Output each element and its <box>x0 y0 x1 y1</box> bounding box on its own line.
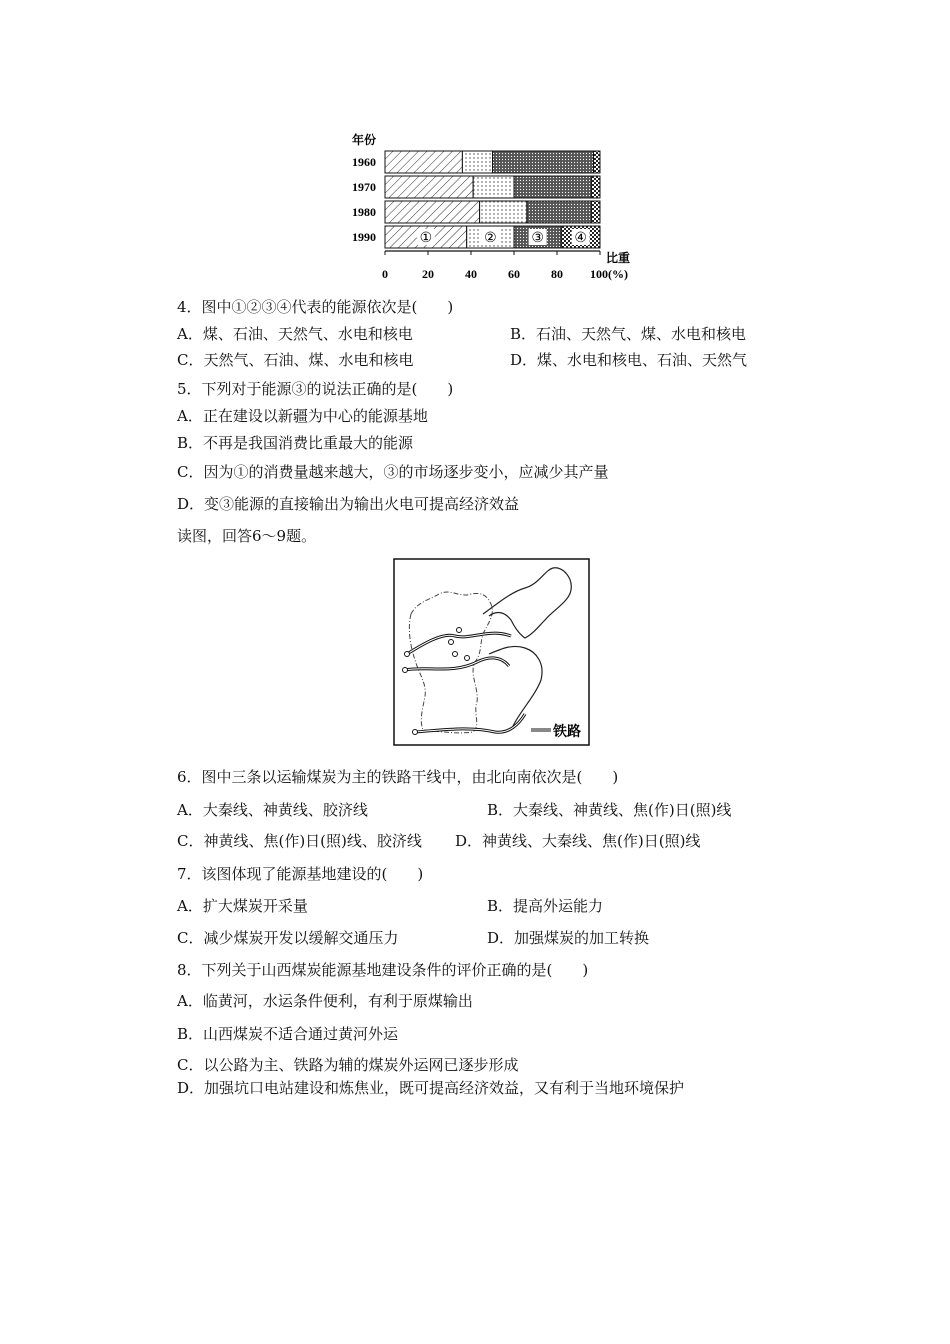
series-label: ④ <box>574 230 587 246</box>
option-7c: C．减少煤炭开发以缓解交通压力 <box>177 929 399 947</box>
option-5d: D．变③能源的直接输出为输出火电可提高经济效益 <box>177 495 520 513</box>
coastline <box>483 568 571 638</box>
option-4c: C．天然气、石油、煤、水电和核电 <box>177 351 414 369</box>
series-label: ② <box>484 230 497 246</box>
option-4b: B．石油、天然气、煤、水电和核电 <box>510 325 747 343</box>
energy-structure-chart <box>348 128 668 284</box>
option-7d: D．加强煤炭的加工转换 <box>487 929 650 947</box>
instruction: 读图，回答6～9题。 <box>177 527 317 545</box>
city-dot <box>453 652 458 657</box>
city-dot <box>465 656 470 661</box>
y-axis-label: 年份 <box>352 133 377 147</box>
x-tick-label: 100(%) <box>590 267 628 281</box>
bar-segment <box>385 151 462 173</box>
x-tick-label: 40 <box>465 267 477 281</box>
question-5: 5．下列对于能源③的说法正确的是( ) <box>177 380 454 398</box>
option-6a: A．大秦线、神黄线、胶济线 <box>177 801 368 819</box>
bar-segment <box>594 151 600 173</box>
option-5c: C．因为①的消费量越来越大，③的市场逐步变小，应减少其产量 <box>177 463 609 481</box>
question-6: 6．图中三条以运输煤炭为主的铁路干线中，由北向南依次是( ) <box>177 768 619 786</box>
category-label: 1960 <box>352 155 376 169</box>
option-5a: A．正在建设以新疆为中心的能源基地 <box>177 407 428 425</box>
bar-segment <box>591 176 600 198</box>
bar-segment <box>514 176 591 198</box>
x-tick-label: 80 <box>551 267 563 281</box>
railway-endpoint <box>413 730 418 735</box>
province-boundary <box>409 592 492 733</box>
option-8c: C．以公路为主、铁路为辅的煤炭外运网已逐步形成 <box>177 1056 519 1074</box>
city-dot <box>449 640 454 645</box>
x-axis-label: 比重 <box>606 251 631 265</box>
category-label: 1970 <box>352 180 376 194</box>
option-7b: B．提高外运能力 <box>487 897 604 915</box>
question-4: 4．图中①②③④代表的能源依次是( ) <box>177 298 454 316</box>
map-frame <box>394 559 589 745</box>
category-label: 1990 <box>352 230 376 244</box>
series-label: ③ <box>531 230 544 246</box>
bar-segment <box>473 176 514 198</box>
question-8: 8．下列关于山西煤炭能源基地建设条件的评价正确的是( ) <box>177 961 589 979</box>
category-label: 1980 <box>352 205 376 219</box>
bar-segment <box>527 201 592 223</box>
option-6d: D．神黄线、大秦线、焦(作)日(照)线 <box>455 832 701 850</box>
bar-segment <box>462 151 492 173</box>
option-8b: B．山西煤炭不适合通过黄河外运 <box>177 1025 399 1043</box>
option-4a: A．煤、石油、天然气、水电和核电 <box>177 325 413 343</box>
series-label: ① <box>419 230 433 246</box>
x-tick-label: 0 <box>382 267 388 281</box>
option-8a: A．临黄河，水运条件便利，有利于原煤输出 <box>177 992 473 1010</box>
x-tick-label: 60 <box>508 267 520 281</box>
option-4d: D．煤、水电和核电、石油、天然气 <box>510 351 748 369</box>
bar-segment <box>385 201 480 223</box>
question-7: 7．该图体现了能源基地建设的( ) <box>177 865 424 883</box>
option-5b: B．不再是我国消费比重最大的能源 <box>177 434 414 452</box>
option-6c: C．神黄线、焦(作)日(照)线、胶济线 <box>177 832 422 850</box>
railway-endpoint <box>405 652 410 657</box>
option-6b: B．大秦线、神黄线、焦(作)日(照)线 <box>487 801 732 819</box>
bar-segment <box>493 151 594 173</box>
bar-segment <box>385 176 473 198</box>
x-tick-label: 20 <box>422 267 434 281</box>
bar-segment <box>591 201 600 223</box>
railway-map <box>393 558 590 747</box>
option-8d: D．加强坑口电站建设和炼焦业，既可提高经济效益，又有利于当地环境保护 <box>177 1079 685 1097</box>
city-dot <box>457 628 462 633</box>
legend-label: 铁路 <box>553 725 581 740</box>
railway-endpoint <box>403 668 408 673</box>
bar-segment <box>480 201 527 223</box>
option-7a: A．扩大煤炭开采量 <box>177 897 308 915</box>
railway-line-south <box>415 714 525 732</box>
